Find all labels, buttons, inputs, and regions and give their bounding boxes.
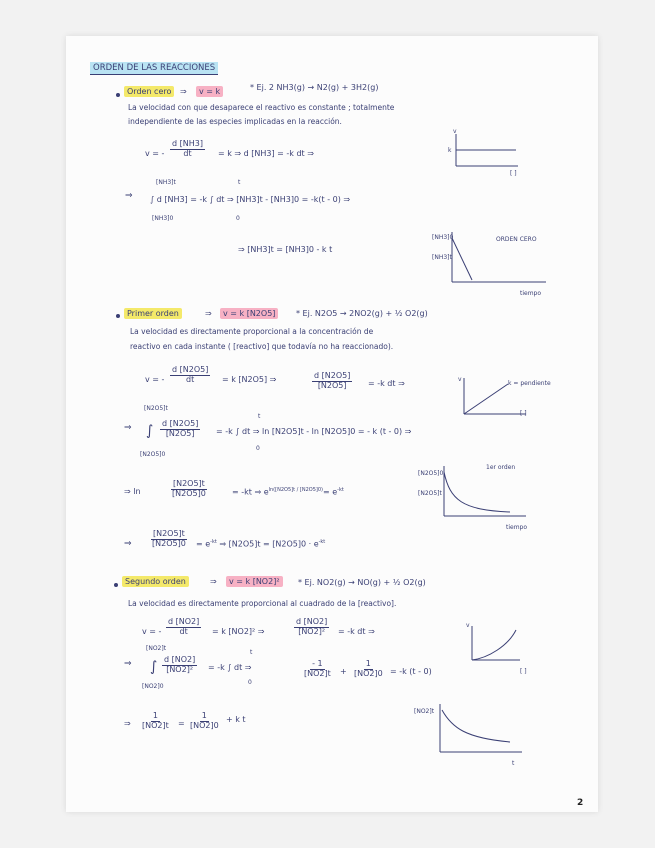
description-line-1: La velocidad con que desaparece el reactivo es constante ; totalmente — [128, 103, 395, 112]
axis-label-v: v — [466, 622, 470, 629]
axis-label-tiempo: tiempo — [506, 524, 528, 531]
arrow-icon: ⇒ — [124, 719, 131, 728]
integral-sign: ∫ — [146, 423, 154, 439]
bullet-segundo-orden — [114, 583, 118, 587]
integration-equation: ∫ d [NH3] = -k ∫ dt ⇒ [NH3]t - [NH3]0 = -k(t - 0) ⇒ — [150, 195, 351, 204]
integration-equation: = -k ∫ dt ⇒ ln [N2O5]t - ln [N2O5]0 = - k (t - 0) ⇒ — [216, 427, 412, 436]
arrow-icon: ⇒ — [124, 423, 132, 433]
integral-sign: ∫ — [150, 659, 158, 675]
axis-label-nh3-t: [NH3]t — [432, 254, 452, 261]
equation-rate-mid: = k [N2O5] ⇒ — [222, 375, 277, 384]
graph-title-orden-cero: ORDEN CERO — [496, 236, 537, 243]
equation-rate-mid: = k [NO2]² ⇒ — [212, 627, 265, 636]
fraction-d-no2-dt: $\frac{d [NO2]}{dt}$ — [168, 617, 200, 636]
arrow-icon: ⇒ — [125, 191, 133, 201]
axis-label-t: t — [512, 760, 515, 767]
axis-label-k: k — [448, 147, 452, 154]
axis-label-n2o5-0: [N2O5]0 — [418, 470, 444, 477]
equation-rate-rhs: = k ⇒ d [NH3] = -k dt ⇒ — [218, 149, 314, 158]
equation-rate-rhs: = -k dt ⇒ — [368, 379, 405, 388]
integral-upper-limit: [NO2]t — [146, 645, 167, 652]
integrated-rate-law: ⇒ [NH3]t = [NH3]0 - k t — [238, 245, 333, 254]
fraction-1-over-no2t: $\frac{1}{[NO2]t}$ — [142, 711, 169, 730]
arrow-icon: ⇒ — [124, 659, 132, 669]
graph-conc-vs-time-second-order — [436, 704, 526, 760]
bullet-orden-cero — [116, 93, 120, 97]
fraction-1-over-no20: $\frac{1}{[NO2]0}$ — [354, 659, 383, 678]
fraction-ratio: $\frac{[N2O5]t}{[N2O5]0}$ — [172, 479, 206, 498]
integral-lower-0: 0 — [256, 445, 260, 452]
integrated-rate-law: + k t — [226, 715, 246, 724]
section-heading-segundo-orden: Segundo orden — [122, 578, 189, 586]
section-heading-primer-orden: Primer orden — [124, 310, 182, 318]
arrow-icon: ⇒ — [180, 87, 187, 96]
plus-sign: + — [340, 667, 347, 676]
fraction-integrand: $\frac{d [NO2]}{\text{[NO2]²}}$ — [164, 655, 196, 674]
fraction-integrand: $\frac{d [N2O5]}{[N2O5]}$ — [162, 419, 199, 438]
integrated-rate-law: = $e^{-kt}$ ⇒ $[N2O5]t = [N2O5]0 \cdot e^{-kt}$ — [196, 539, 326, 549]
integration-result: = -k (t - 0) — [390, 667, 432, 676]
equation-rate: v = - — [145, 375, 165, 384]
description-line-2: reactivo en cada instante ( [reactivo] que todavía no ha reaccionado). — [130, 342, 394, 351]
fraction-d-nh3-dt: $\frac{d [NH3]}{dt}$ — [172, 139, 203, 158]
fraction-final: $\frac{[N2O5]t}{[N2O5]0}$ — [152, 529, 186, 548]
axis-label-conc: [ ] — [510, 170, 517, 177]
integral-upper-t: t — [258, 413, 261, 420]
integral-lower-limit: [NO2]0 — [142, 683, 164, 690]
arrow-icon: ⇒ — [210, 577, 217, 586]
rate-law-orden-cero: v = k — [196, 88, 223, 96]
equation-rate-rhs: = -k dt ⇒ — [338, 627, 375, 636]
integral-upper-limit: [NH3]t — [156, 179, 176, 186]
fraction-d-n2o5-dt: $\frac{d [N2O5]}{dt}$ — [172, 365, 209, 384]
rate-law-primer-orden: v = k [N2O5] — [220, 310, 278, 318]
axis-label-tiempo: tiempo — [520, 290, 542, 297]
graph-rate-vs-concentration — [468, 626, 528, 666]
integral-lower-0: 0 — [248, 679, 252, 686]
description: La velocidad es directamente proporcional al cuadrado de la [reactivo]. — [128, 599, 397, 608]
equation-ln: ⇒ ln — [124, 487, 141, 496]
graph-title-primer-orden: 1er orden — [486, 464, 516, 471]
fraction-d-no2-over-no2sq: $\frac{d [NO2]}{\text{[NO2]²}}$ — [296, 617, 328, 636]
axis-label-no2-t: [NO2]t — [414, 708, 435, 715]
bullet-primer-orden — [116, 314, 120, 318]
equation-exp: = -kt ⇒ $e^{ln([N2O5]t / [N2O5]0)}= e^{-kt}$ — [232, 487, 344, 497]
fraction-1-over-no20: $\frac{1}{[NO2]0}$ — [190, 711, 219, 730]
integral-upper-t: t — [238, 179, 241, 186]
axis-label-pendiente: k = pendiente — [508, 380, 551, 387]
fraction-d-n2o5-over-n2o5: $\frac{d [N2O5]}{[N2O5]}$ — [314, 371, 351, 390]
axis-label-v: v — [453, 128, 457, 135]
description-line-2: independiente de las especies implicadas en la reacción. — [128, 117, 342, 126]
page-title: ORDEN DE LAS REACCIONES — [90, 64, 218, 73]
integral-upper-limit: [N2O5]t — [144, 405, 168, 412]
section-heading-orden-cero: Orden cero — [124, 88, 174, 96]
axis-label-nh3-0: [NH3]0 — [432, 234, 454, 241]
example-orden-cero: * Ej. 2 NH3(g) → N2(g) + 3H2(g) — [250, 83, 379, 92]
axis-label-conc: [ ] — [520, 668, 527, 675]
arrow-icon: ⇒ — [124, 539, 132, 549]
rate-law-segundo-orden: v = k [NO2]² — [226, 578, 283, 586]
equation-rate: v = - — [145, 149, 165, 158]
example-segundo-orden: * Ej. NO2(g) → NO(g) + ½ O2(g) — [298, 578, 426, 587]
integral-upper-t: t — [250, 649, 253, 656]
axis-label-v: v — [458, 376, 462, 383]
equals-sign: = — [178, 719, 185, 728]
axis-label-conc: [ ] — [520, 410, 527, 417]
integral-lower-limit: [N2O5]0 — [140, 451, 166, 458]
example-primer-orden: * Ej. N2O5 → 2NO2(g) + ½ O2(g) — [296, 309, 428, 318]
description-line-1: La velocidad es directamente proporcional a la concentración de — [130, 327, 374, 336]
arrow-icon: ⇒ — [205, 309, 212, 318]
equation-rate: v = - — [142, 627, 162, 636]
integral-lower-limit: [NH3]0 — [152, 215, 174, 222]
integral-lower-0: 0 — [236, 215, 240, 222]
page-number: 2 — [577, 798, 584, 808]
graph-rate-vs-concentration — [450, 134, 520, 174]
fraction-minus-1-over-no2t: $\frac{- 1}{[NO2]t}$ — [304, 659, 331, 678]
integration-equation: = -k ∫ dt ⇒ — [208, 663, 252, 672]
graph-conc-vs-time-first-order — [440, 466, 530, 522]
axis-label-n2o5-t: [N2O5]t — [418, 490, 442, 497]
